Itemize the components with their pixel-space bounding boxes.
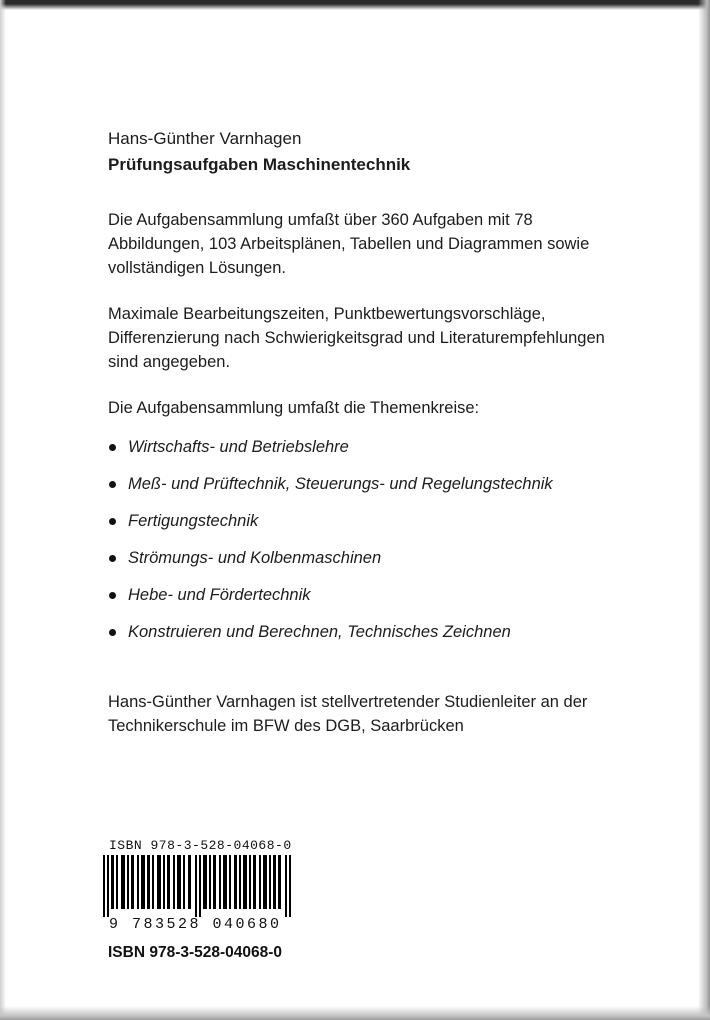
topic-label: Meß- und Prüftechnik, Steuerungs- und Regelungstechnik [128, 475, 553, 493]
topic-label: Wirtschafts- und Betriebslehre [128, 438, 349, 456]
bullet-icon [109, 518, 116, 525]
bullet-icon [109, 444, 116, 451]
topic-label: Strömungs- und Kolbenmaschinen [128, 549, 382, 567]
topics-list [108, 437, 610, 642]
bullet-icon [109, 629, 116, 636]
bullet-icon [109, 481, 116, 488]
description-paragraph: Die Aufgabensammlung umfaßt über 360 Aufgaben mit 78 Abbildungen, 103 Arbeitsplänen, Tabellen und Diagrammen sowie vollständigen Lösungen. [108, 211, 590, 277]
description-paragraph: Maximale Bearbeitungszeiten, Punktbewertungsvorschläge, Differenzierung nach Schwierigkeitsgrad und Literaturempfehlungen sind angegeben. [108, 305, 605, 371]
topic-label: Fertigungstechnik [128, 512, 259, 530]
page-edge-right [698, 0, 710, 1020]
topic-item [108, 585, 610, 605]
topic-label: Konstruieren und Berechnen, Technisches Zeichnen [128, 623, 511, 641]
topic-label: Hebe- und Fördertechnik [128, 586, 311, 604]
page-edge-left [0, 0, 6, 1020]
topic-item [108, 474, 610, 494]
bullet-icon [109, 592, 116, 599]
topics-intro: Die Aufgabensammlung umfaßt die Themenkreise: [108, 399, 480, 417]
topic-item [108, 437, 610, 457]
isbn-number: ISBN 978-3-528-04068-0 [108, 944, 283, 961]
cover-text-block [108, 126, 610, 738]
page-edge-top [0, 0, 710, 10]
topic-item [108, 511, 610, 531]
book-title: Prüfungsaufgaben Maschinentechnik [108, 155, 411, 174]
author-bio: Hans-Günther Varnhagen ist stellvertretender Studienleiter an der Technikerschule im BFW des DGB, Saarbrücken [108, 693, 588, 735]
topic-item [108, 622, 610, 642]
topic-item [108, 548, 610, 568]
author-name: Hans-Günther Varnhagen [108, 129, 302, 148]
barcode-bars [103, 855, 293, 917]
bullet-icon [109, 555, 116, 562]
barcode-section [95, 838, 300, 933]
page-edge-bottom [0, 1006, 710, 1020]
barcode-isbn-label: ISBN 978-3-528-04068-0 [109, 838, 292, 853]
barcode-digits: 9 783528 040680 [109, 916, 282, 933]
